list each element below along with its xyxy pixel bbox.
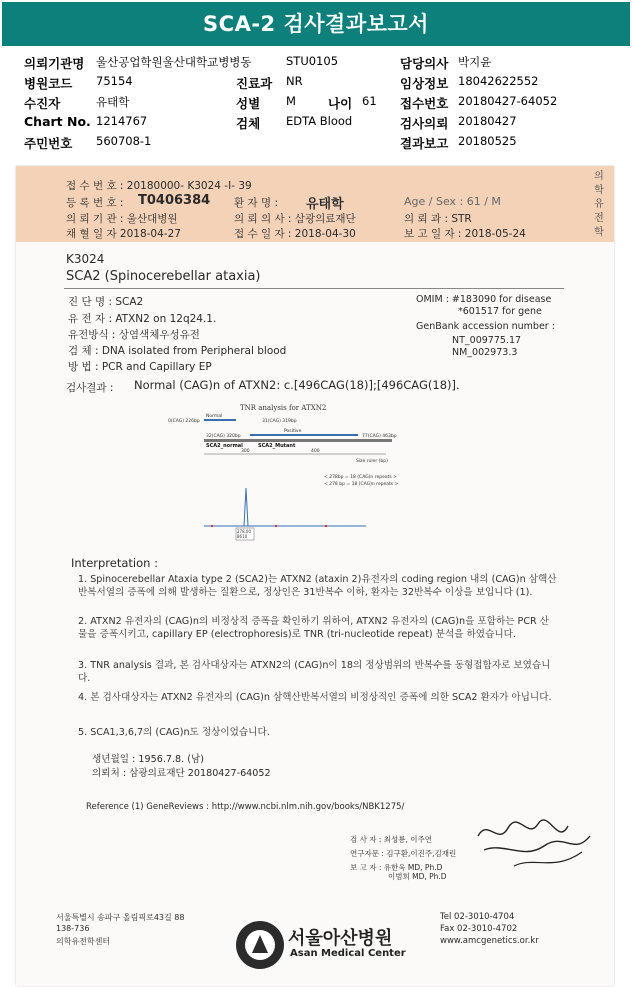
header-label: 나이 [328, 96, 353, 111]
asan-foundation-logo-icon [236, 921, 284, 969]
patient-label: 환 자 명 : [234, 197, 278, 209]
header-value: 20180525 [458, 134, 517, 148]
header-row [24, 114, 624, 130]
reg-label: 등 록 번 호 : [66, 197, 124, 209]
requester: 의뢰처 : 삼광의료재단 20180427-64052 [92, 768, 271, 779]
fig-peak-label: 278.00 [237, 529, 251, 534]
fig-title: TNR analysis for ATXN2 [240, 404, 327, 412]
fig-peak-up [244, 488, 246, 526]
header-row [24, 94, 624, 110]
section-rule [64, 288, 564, 289]
fig-x1: 300 [241, 449, 250, 454]
address-1: 서울특별시 송파구 올림픽로43길 88 [56, 913, 185, 922]
birth-date: 생년월일 : 1956.7.8. (남) [92, 754, 204, 765]
header-value: 20180427 [458, 114, 517, 128]
reporter-2: 이범희 MD, Ph.D [388, 872, 447, 881]
header-value: NR [286, 74, 303, 88]
header-label: 검사의뢰 [400, 116, 449, 131]
fig-ruler-label: Size ruler (bp) [356, 459, 388, 464]
header-label: 결과보고 [400, 136, 449, 151]
header-row [24, 134, 624, 150]
fig-ruler-bar [204, 439, 392, 442]
fig-peak-height: 8610 [237, 534, 248, 539]
test-name: SCA2 (Spinocerebellar ataxia) [66, 269, 261, 284]
fig-label-1: 0(CAG) 226bp [168, 419, 200, 424]
requesting-doctor: 의 뢰 의 사 : 삼광의료재단 [234, 213, 356, 225]
header-label: 성별 [236, 96, 261, 111]
header-row [24, 54, 624, 70]
requesting-institution: 의 뢰 기 관 : 울산대병원 [66, 213, 178, 225]
scanned-report [16, 166, 614, 986]
examiner: 검 사 자 : 최성룡, 이주연 [350, 835, 433, 844]
fig-label-3: 31(CAG) 319bp [262, 419, 297, 424]
test-code: K3024 [66, 252, 105, 266]
researcher: 연구자문 : 김구환,이진주,김재린 [350, 849, 457, 858]
fig-positive-bar [250, 434, 358, 436]
header-value: STU0105 [286, 54, 339, 68]
interpretation-title: Interpretation : [71, 556, 158, 570]
header-value: 20180427-64052 [458, 94, 558, 108]
age-sex: Age / Sex : 61 / M [404, 195, 501, 208]
header-label: 접수번호 [400, 96, 449, 111]
header-value: EDTA Blood [286, 114, 353, 128]
inheritance: 유전방식 : 상염색체우성유전 [68, 329, 200, 341]
genbank-label: GenBank accession number : [416, 321, 555, 332]
interpretation-2: 2. ATXN2 유전자의 (CAG)n의 비정상적 증폭을 확인하기 위하여, ATXN2 유전자의 (CAG)n을 포함하는 PCR 산물을 증폭시키고, capillary EP (electrophoresis)로 TNR (tri-nucleotide repeat) 분석을 하였습니다. [78, 616, 550, 640]
fig-label-5: Positive [284, 429, 302, 434]
header-label: 주민번호 [24, 136, 73, 151]
omim-gene: *601517 for gene [458, 306, 542, 317]
diagnosis: 진 단 명 : SCA2 [68, 296, 144, 308]
reference: Reference (1) GeneReviews : http://www.ncbi.nlm.nih.gov/books/NBK1275/ [86, 802, 405, 812]
fig-normal-label: SCA2_normal [206, 443, 243, 449]
reporter: 보 고 자 : 유한욱 MD, Ph.D [350, 863, 443, 872]
fig-note-2: < 278 bp = 18 (CAG)n repeats > [324, 482, 399, 487]
header-value: 1214767 [96, 114, 148, 128]
fax: Fax 02-3010-4702 [440, 924, 518, 934]
header-value: 유태학 [96, 95, 130, 109]
header-label: 병원코드 [24, 76, 73, 91]
header-row [24, 74, 624, 90]
header-value: 61 [362, 94, 377, 108]
fig-normal-bar [204, 419, 236, 421]
report-title: SCA-2 검사결과보고서 [2, 2, 630, 46]
genbank-nm: NM_002973.3 [452, 347, 518, 358]
result-value: Normal (CAG)n of ATXN2: c.[496CAG(18)];[496CAG(18)]. [134, 378, 460, 392]
website: www.amcgenetics.or.kr [440, 936, 539, 946]
hospital-name-en: Asan Medical Center [290, 948, 406, 959]
header-label: 검체 [236, 116, 261, 131]
header-label: 수진자 [24, 96, 61, 111]
header-value: 75154 [96, 74, 133, 88]
address-2: 138-736 [56, 924, 90, 933]
omim-disease: OMIM : #183090 for disease [416, 294, 552, 305]
signature-icon [474, 816, 594, 876]
header-label: 임상정보 [400, 76, 449, 91]
header-value: 560708-1 [96, 134, 152, 148]
header-value: 울산공업학원울산대학교병병동 [96, 55, 252, 69]
receive-date: 접 수 일 자 : 2018-04-30 [234, 228, 356, 240]
header-value: M [286, 94, 296, 108]
specimen: 검 체 : DNA isolated from Peripheral blood [68, 345, 287, 357]
hospital-name-ko: 서울아산병원 [288, 928, 393, 949]
sample-date: 채 혈 일 자 2018-04-27 [66, 228, 181, 240]
header-value: 18042622552 [458, 74, 539, 88]
fig-mutant-label: SCA2_Mutant [258, 443, 296, 449]
patient-name: 유태학 [306, 197, 344, 212]
interpretation-1: 1. Spinocerebellar Ataxia type 2 (SCA2)는 ATXN2 (ataxin 2)유전자의 coding region 내의 (CAG)n 삼핵산 반복서열의 증폭에 의해 발생하는 질환으로, 정상인은 31반복수 이하, 환자는 32반복수 이상을 보입니다 (1). [78, 574, 557, 598]
reg-number: T0406384 [138, 193, 211, 208]
header-label: 의뢰기관명 [24, 56, 85, 71]
result-label: 검사결과 : [66, 382, 114, 394]
telephone: Tel 02-3010-4704 [440, 912, 515, 922]
fig-label-4: 32(CAG) 320bp [206, 434, 241, 439]
header-label: 담당의사 [400, 56, 449, 71]
department-side-label: 의학유전학 [594, 171, 604, 238]
interpretation-5: 5. SCA1,3,6,7의 (CAG)n도 정상이었습니다. [78, 727, 270, 738]
interpretation-3: 3. TNR analysis 결과, 본 검사대상자는 ATXN2의 (CAG)n이 18의 정상범위의 반복수를 동형접합자로 보였습니다. [78, 660, 551, 684]
header-label: 진료과 [236, 76, 273, 91]
address-3: 의학유전학센터 [56, 937, 111, 946]
fig-size-marker [211, 525, 213, 527]
header-label: Chart No. [24, 114, 91, 129]
report-date: 보 고 일 자 : 2018-05-24 [404, 228, 526, 240]
fig-size-marker [275, 525, 277, 527]
tnr-figure [166, 400, 466, 550]
interpretation-4: 4. 본 검사대상자는 ATXN2 유전자의 (CAG)n 삼핵산반복서열의 비정상적인 증폭에 의한 SCA2 환자가 아닙니다. [78, 692, 552, 703]
method: 방 법 : PCR and Capillary EP [68, 361, 212, 373]
receipt-number: 접 수 번 호 : 20180000- K3024 -I- 39 [66, 180, 252, 192]
fig-peak-down [246, 488, 248, 526]
fig-x2: 400 [311, 449, 320, 454]
fig-size-marker [325, 525, 327, 527]
gene: 유 전 자 : ATXN2 on 12q24.1. [68, 313, 217, 325]
fig-label-6: 77(CAG) 463bp [362, 434, 397, 439]
requesting-dept: 의 뢰 과 : STR [404, 213, 472, 225]
genbank-nt: NT_009775.17 [452, 335, 522, 346]
fig-label-2: Normal [206, 414, 223, 419]
fig-note-1: < 278bp = 18 (CAG)n repeats > [324, 475, 397, 480]
header-value: 박지윤 [458, 55, 492, 69]
